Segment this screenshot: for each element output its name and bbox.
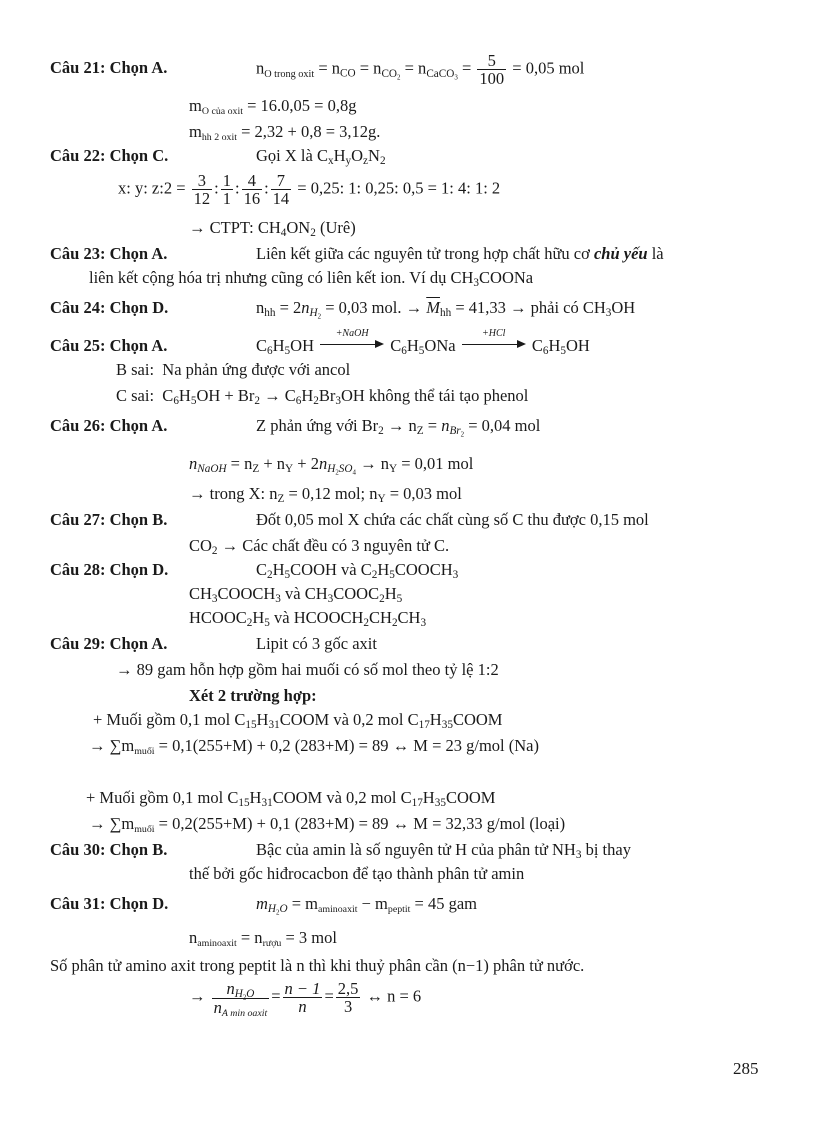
cau-25-b-sai: B sai: Na phản ứng được với ancol [116, 360, 351, 379]
label-cau-30: Câu 30: Chọn B. [50, 840, 168, 859]
cau-30-line-2: thế bởi gốc hiđrocacbon để tạo thành phân tử amin [189, 864, 525, 883]
cau-25-reaction: $C_6H_5OH$ +NaOH $C_6H_5ONa$ +HCl $C_6H_5OH$ [256, 328, 590, 358]
cau-27-line-1: Đốt 0,05 mol X chứa các chất cùng số C thu được 0,15 mol [256, 510, 649, 529]
reaction-arrow: +NaOH [320, 339, 384, 349]
cau-21-line-3: $m_{hh 2 oxit} = 2,32 + 0,8 = 3,12g$. [189, 122, 381, 143]
page-number: 285 [733, 1059, 759, 1078]
cau-26-line-1: Z phản ứng với $Br_2 \to n_Z = n_{Br_2} = 0,04$ mol [256, 416, 541, 439]
label-cau-26: Câu 26: Chọn A. [50, 416, 168, 435]
reaction-arrow: +HCl [462, 339, 526, 349]
cau-29-case-1: + Muối gồm 0,1 mol $C_{15}H_{31}COOM$ và 0,2 mol $C_{17}H_{35}COOM$ [93, 710, 503, 732]
label-cau-21: Câu 21: Chọn A. [50, 58, 168, 77]
cau-28-line-2: $CH_3COOCH_3$ và $CH_3COOC_2H_5$ [189, 584, 403, 606]
cau-24-equation: $n_{hh} = 2n_{H_2} = 0,03$ mol. → $\overline{M}_{hh} = 41,33$ → phải có $CH_3OH$ [256, 298, 636, 321]
cau-31-line-2: $n_{aminoaxit} = n_{rượu} = 3$ mol [189, 928, 337, 949]
label-cau-31: Câu 31: Chọn D. [50, 894, 169, 913]
cau-28-line-3: $HCOOC_2H_5$ và $HCOOCH_2CH_2CH_3$ [189, 608, 427, 630]
fraction: $\frac{5}{100}$ [479, 51, 505, 89]
cau-29-case-2: + Muối gồm 0,1 mol $C_{15}H_{31}COOM$ và 0,2 mol $C_{17}H_{35}COOM$ [86, 788, 496, 810]
cau-23-line-1: Liên kết giữa các nguyên tử trong hợp chất hữu cơ chủ yếu là [256, 244, 664, 263]
cau-31-line-1: $m_{H_2O} = m_{aminoaxit} - m_{peptit} = 45$ gam [256, 894, 477, 917]
cau-26-line-2: $n_{NaOH} = n_Z + n_Y + 2n_{H_2SO_4} \to n_Y = 0,01$ mol [189, 454, 474, 477]
label-cau-24: Câu 24: Chọn D. [50, 298, 169, 317]
cau-22-ratio: x: y: z:2 = $\frac{3}{12}$ : $\frac{1}{1}$ : $\frac{4}{16}$ : $\frac{7}{14}$ = 0,25: 1: 0,25: 0,5 = 1: 4: 1: 2 [118, 171, 501, 209]
cau-27-line-2: $CO_2$ → Các chất đều có 3 nguyên tử C. [189, 536, 450, 558]
fraction: $\frac{2,5}{3}$ [337, 979, 359, 1017]
cau-28-line-1: $C_2H_5COOH$ và $C_2H_5COOCH_3$ [256, 560, 459, 582]
cau-31-line-3: Số phân tử amino axit trong peptit là n thì khi thuỷ phân cần (n−1) phân tử nước. [50, 956, 585, 975]
cau-29-heading: Xét 2 trường hợp: [189, 686, 317, 705]
label-cau-23: Câu 23: Chọn A. [50, 244, 168, 263]
label-cau-27: Câu 27: Chọn B. [50, 510, 168, 529]
cau-25-c-sai: C sai: $C_6H_5OH + Br_2 \to C_6H_2Br_3OH$ không thể tái tạo phenol [116, 386, 529, 408]
fraction: $\frac{n_{H_2O}}{n_{A min oaxit}}$ [213, 979, 268, 1019]
cau-22-line-1: Gọi X là $C_xH_yO_zN_2$ [256, 146, 386, 168]
label-cau-28: Câu 28: Chọn D. [50, 560, 169, 579]
label-cau-25: Câu 25: Chọn A. [50, 336, 168, 355]
cau-26-line-3: → trong X: $n_Z = 0,12$ mol; $n_Y = 0,03$ mol [189, 484, 462, 506]
cau-29-case-2-calc: → $\sum m_{muối} = 0,2(255+M) + 0,1$ (283+M) = 89 ↔ M = 32,33 g/mol (loại) [89, 814, 566, 835]
label-cau-29: Câu 29: Chọn A. [50, 634, 168, 653]
label-cau-22: Câu 22: Chọn C. [50, 146, 169, 165]
fraction: $\frac{n - 1}{n}$ [284, 979, 321, 1017]
cau-29-case-1-calc: → $\sum m_{muối} = 0,1(255+M) + 0,2$ (283+M) = 89 ↔ M = 23 g/mol (Na) [89, 736, 539, 757]
cau-31-fraction-equation: → $\frac{n_{H_2O}}{n_{A min oaxit}}$ = $\frac{n - 1}{n}$ = $\frac{2,5}{3}$ ↔ n = 6 [189, 979, 422, 1019]
cau-29-line-1: Lipit có 3 gốc axit [256, 634, 377, 653]
cau-30-line-1: Bậc của amin là số nguyên tử H của phân tử $NH_3$ bị thay [256, 840, 631, 862]
cau-21-equation: $n_{O trong oxit} = n_{CO} = n_{CO_2} = n_{CaCO_3}$ = $\frac{5}{100}$ = 0,05 mol [256, 51, 585, 89]
cau-21-line-2: $m_{O của oxit} = 16.0,05 = 0,8g$ [189, 96, 357, 117]
cau-23-line-2: liên kết cộng hóa trị nhưng cũng có liên kết ion. Ví dụ $CH_3COONa$ [89, 268, 534, 290]
cau-29-line-2: → 89 gam hỗn hợp gồm hai muối có số mol theo tỷ lệ 1:2 [116, 660, 499, 679]
cau-22-formula: → CTPT: $CH_4ON_2$ (Urê) [189, 218, 356, 240]
